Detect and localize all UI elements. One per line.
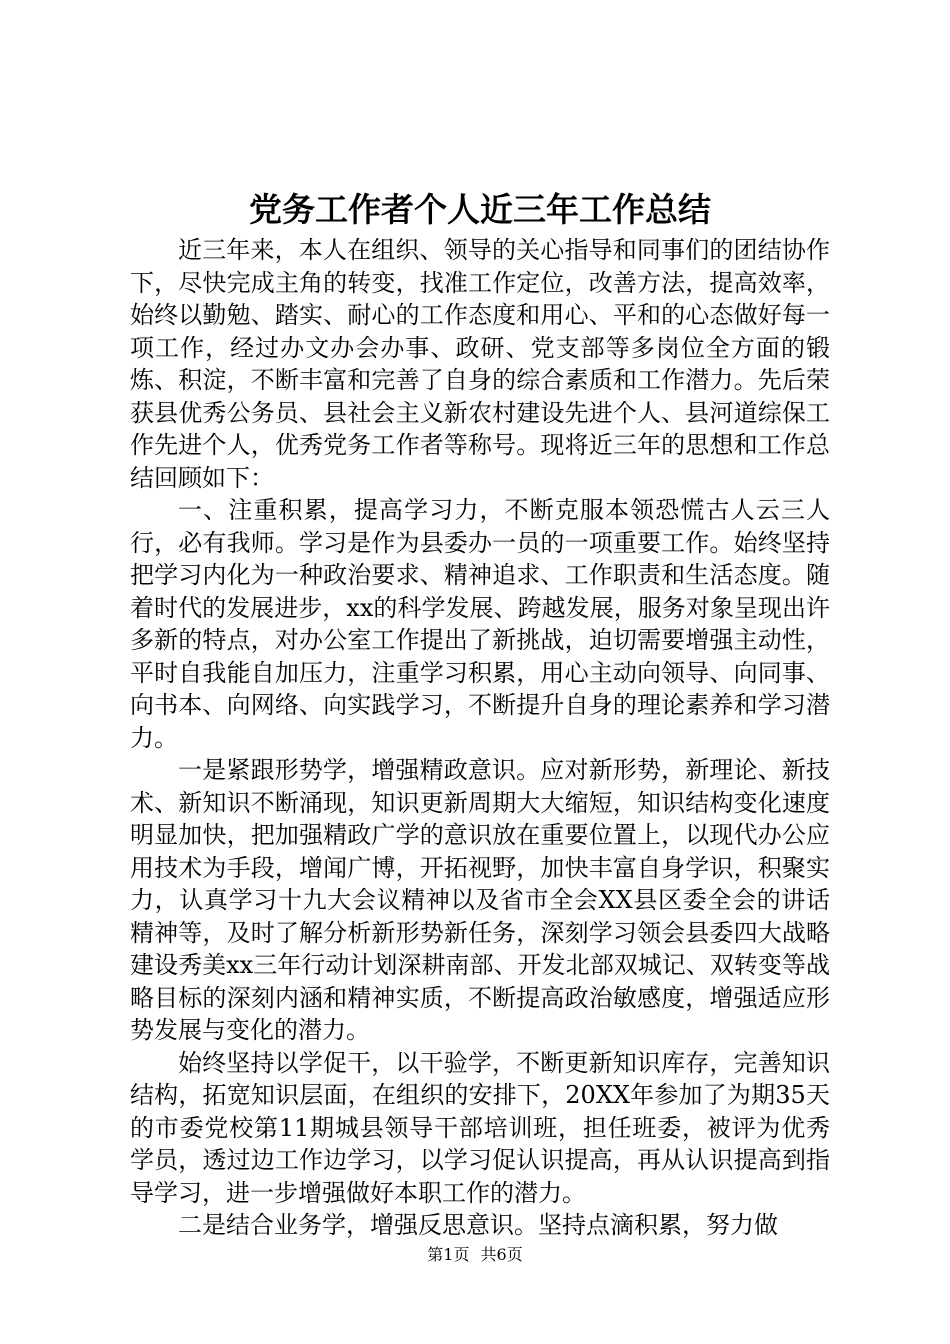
paragraph-point-one: 一是紧跟形势学，增强精政意识。应对新形势，新理论、新技术、新知识不断涌现，知识更新周期大大缩短，知识结构变化速度明显加快，把加强精政广学的意识放在重要位置上，以现代办公应用技术为手段，增闻广博，开拓视野，加快丰富自身学识，积聚实力，认真学习十九大会议精神以及省市全会XX县区委全会的讲话精神等，及时了解分析新形势新任务，深刻学习领会县委四大战略建设秀美xx三年行动计划深耕南部、开发北部双城记、双转变等战略目标的深刻内涵和精神实质，不断提高政治敏感度，增强适应形势发展与变化的潜力。 xyxy=(130,756,830,1044)
paragraph-point-two: 二是结合业务学，增强反思意识。坚持点滴积累，努力做 xyxy=(178,1211,778,1239)
document-title: 党务工作者个人近三年工作总结 xyxy=(249,190,711,229)
page-footer xyxy=(0,1244,950,1266)
document-body xyxy=(130,234,830,1242)
page-total: 共6页 xyxy=(480,1245,523,1264)
page-number: 第1页 xyxy=(427,1245,470,1264)
paragraph-intro: 近三年来，本人在组织、领导的关心指导和同事们的团结协作下，尽快完成主角的转变，找准工作定位，改善方法，提高效率，始终以勤勉、踏实、耐心的工作态度和用心、平和的心态做好每一项工作，经过办文办会办事、政研、党支部等多岗位全方面的锻炼、积淀，不断丰富和完善了自身的综合素质和工作潜力。先后荣获县优秀公务员、县社会主义新农村建设先进个人、县河道综保工作先进个人，优秀党务工作者等称号。现将近三年的思想和工作总结回顾如下： xyxy=(130,236,830,492)
paragraph-learning: 始终坚持以学促干，以干验学，不断更新知识库存，完善知识结构，拓宽知识层面，在组织的安排下，20XX年参加了为期35天的市委党校第11期城县领导干部培训班，担任班委，被评为优秀学员，透过边工作边学习，以学习促认识提高，再从认识提高到指导学习，进一步增强做好本职工作的潜力。 xyxy=(130,1048,830,1207)
paragraph-section-one: 一、注重积累，提高学习力，不断克服本领恐慌古人云三人行，必有我师。学习是作为县委办一员的一项重要工作。始终坚持把学习内化为一种政治要求、精神追求、工作职责和生活态度。随着时代的发展进步，xx的科学发展、跨越发展，服务对象呈现出许多新的特点，对办公室工作提出了新挑战，迫切需要增强主动性，平时自我能自加压力，注重学习积累，用心主动向领导、向同事、向书本、向网络、向实践学习，不断提升自身的理论素养和学习潜力。 xyxy=(130,496,830,752)
